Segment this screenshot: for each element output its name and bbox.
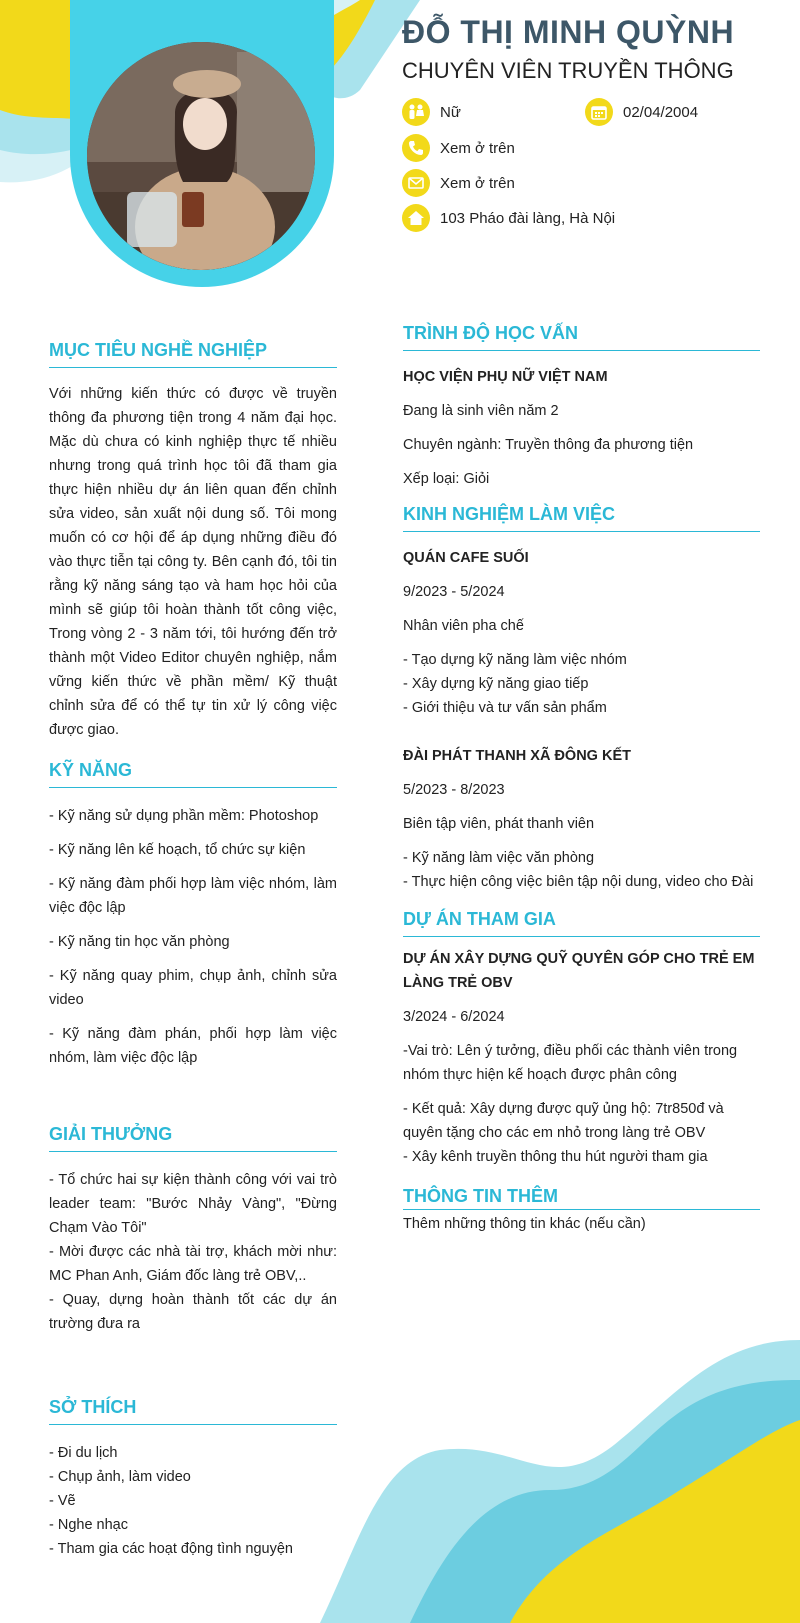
list-item: - Kỹ năng quay phim, chụp ảnh, chỉnh sửa video [49,968,337,1008]
list-item: - Kỹ năng tin học văn phòng [49,934,230,950]
awards-title: GIẢI THƯỞNG [49,1124,337,1152]
objective-section [49,340,337,742]
email-value: Xem ở trên [440,174,515,192]
phone-row [402,134,515,162]
profile-photo [87,42,315,270]
job-title: CHUYÊN VIÊN TRUYỀN THÔNG [402,58,734,83]
job-company: QUÁN CAFE SUỐI [403,550,529,566]
project-name: DỰ ÁN XÂY DỰNG QUỸ QUYÊN GÓP CHO TRẺ EM LÀNG TRẺ OBV [403,951,755,991]
education-title: TRÌNH ĐỘ HỌC VẤN [403,323,760,351]
experience-section [403,504,760,894]
experience-title: KINH NGHIỆM LÀM VIỆC [403,504,760,532]
list-item: - Tham gia các hoạt động tình nguyện [49,1541,293,1557]
list-item: - Vẽ [49,1493,76,1509]
objective-text: Với những kiến thức có được về truyền thông đa phương tiện trong 4 năm đại học. Mặc dù chưa có kinh nghiệp thực tế nhiều nhưng trong quá trình học tôi đã tham gia thực hiện nhiều dự án liên quan đến chỉnh sửa video, sản xuất nội dung số. Tôi mong muốn có cơ hội để áp dụng những điều đó vào thực tiễn tại công ty. Bên cạnh đó, tôi tin rằng kỹ năng sáng tạo và ham học hỏi của mình sẽ giúp tôi hoàn thành tốt công việc, Trong vòng 2 - 3 năm tới, tôi hướng đến trở thành một Video Editor chuyên nghiệp, nắm vững kiến thức về phần mềm/ Kỹ thuật chỉnh sửa để có thể tự tin xử lý công việc được giao. [49,386,337,738]
candidate-name: ĐỖ THỊ MINH QUỲNH [402,14,735,50]
skills-title: KỸ NĂNG [49,760,337,788]
list-item: - Kỹ năng làm việc văn phòng [403,850,595,866]
job-period: 9/2023 - 5/2024 [403,584,505,600]
address-value: 103 Pháo đài làng, Hà Nội [440,209,616,227]
education-rank: Xếp loại: Giỏi [403,471,490,487]
email-row [402,169,515,197]
phone-icon [402,134,430,162]
list-item: - Kết quả: Xây dựng được quỹ ủng hộ: 7tr850đ và quyên tặng cho các em nhỏ trong làng trẻ OBV [403,1101,724,1141]
list-item: - Kỹ năng đàm phán, phối hợp làm việc nhóm, làm việc độc lập [49,1026,337,1066]
job-role: Nhân viên pha chế [403,618,524,634]
job-company: ĐÀI PHÁT THANH XÃ ĐÔNG KẾT [403,748,631,764]
list-item: - Mời được các nhà tài trợ, khách mời như: MC Phan Anh, Giám đốc làng trẻ OBV,.. [49,1244,337,1284]
project-period: 3/2024 - 6/2024 [403,1009,505,1025]
projects-title: DỰ ÁN THAM GIA [403,909,760,937]
extra-text: Thêm những thông tin khác (nếu cần) [403,1216,646,1232]
extra-title: THÔNG TIN THÊM [403,1186,760,1210]
gender-value: Nữ [440,103,461,121]
list-item: - Giới thiệu và tư vấn sản phẩm [403,700,607,716]
list-item: - Xây dựng kỹ năng giao tiếp [403,676,589,692]
list-item: - Đi du lịch [49,1445,118,1461]
birthdate-value: 02/04/2004 [623,103,699,121]
objective-title: MỤC TIÊU NGHỀ NGHIỆP [49,340,337,368]
project-role: -Vai trò: Lên ý tưởng, điều phối các thành viên trong nhóm thực hiện kế hoạch được phân công [403,1043,738,1083]
education-major: Chuyên ngành: Truyền thông đa phương tiện [403,437,694,453]
skills-section [49,760,337,1070]
home-icon [402,204,430,232]
school-name: HỌC VIỆN PHỤ NỮ VIỆT NAM [403,369,608,385]
gender-icon [402,98,430,126]
education-section [403,323,760,491]
job-period: 5/2023 - 8/2023 [403,782,505,798]
hobbies-title: SỞ THÍCH [49,1397,337,1425]
list-item: - Tạo dựng kỹ năng làm việc nhóm [403,652,627,668]
extra-section [403,1186,760,1236]
bottom-decoration [320,1340,800,1623]
list-item: - Chụp ảnh, làm video [49,1469,191,1485]
phone-value: Xem ở trên [440,139,515,157]
address-row [402,204,615,232]
list-item: - Nghe nhạc [49,1517,128,1533]
list-item: - Thực hiện công việc biên tập nội dung, video cho Đài [403,874,754,890]
birthdate-row [585,98,698,126]
list-item: - Kỹ năng sử dụng phần mềm: Photoshop [49,808,319,824]
job-role: Biên tập viên, phát thanh viên [403,816,595,832]
awards-section [49,1124,337,1336]
list-item: - Kỹ năng lên kế hoạch, tổ chức sự kiện [49,842,306,858]
list-item: - Quay, dựng hoàn thành tốt các dự án trường đưa ra [49,1292,337,1332]
email-icon [402,169,430,197]
list-item: - Xây kênh truyền thông thu hút người tham gia [403,1149,708,1165]
list-item: - Kỹ năng đàm phối hợp làm việc nhóm, làm việc độc lập [49,876,337,916]
hobbies-section [49,1397,337,1561]
list-item: - Tổ chức hai sự kiện thành công với vai trò leader team: "Bước Nhảy Vàng", "Đừng Chạm Vào Tôi" [49,1172,337,1236]
projects-section [403,909,760,1169]
education-status: Đang là sinh viên năm 2 [403,403,559,419]
calendar-icon [585,98,613,126]
gender-row [402,98,461,126]
